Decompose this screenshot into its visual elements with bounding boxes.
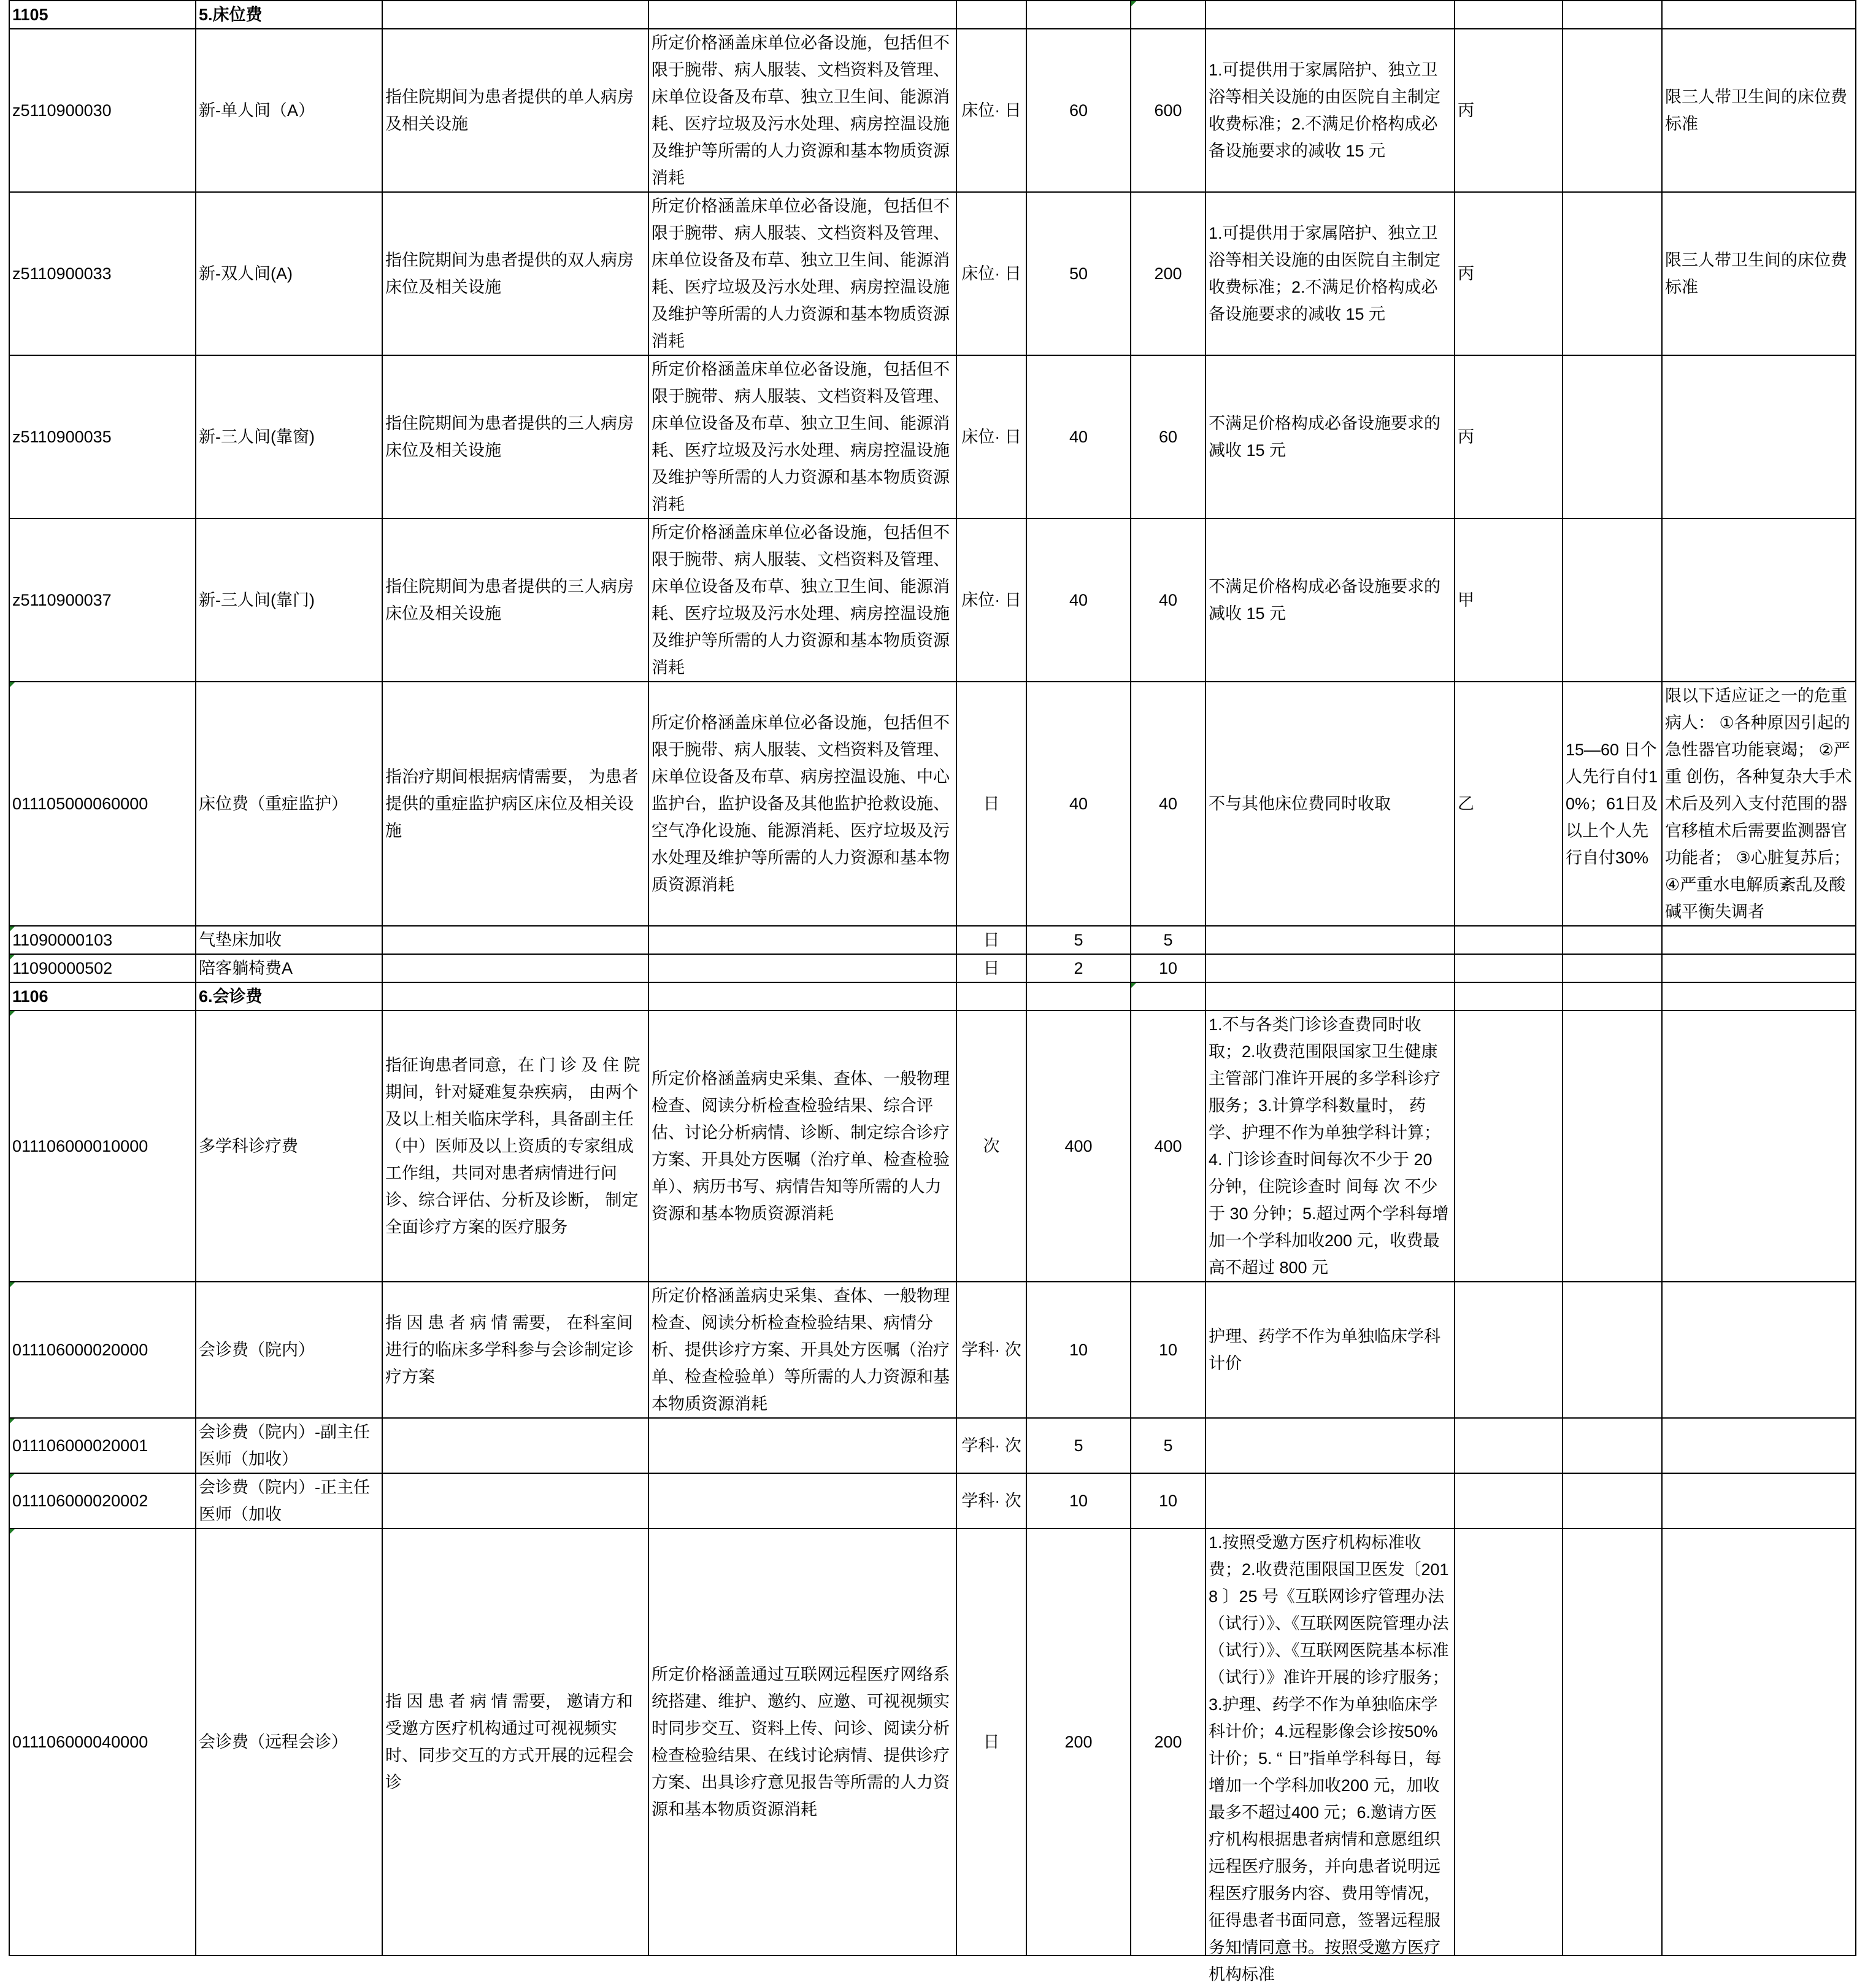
insurance-category-cell bbox=[1455, 1418, 1563, 1473]
section-name-cell: 6.会诊费 bbox=[196, 982, 382, 1011]
payment-ratio-cell bbox=[1563, 926, 1662, 954]
item-name-cell: 新-三人间(靠门) bbox=[196, 518, 382, 682]
description-cell bbox=[1206, 1418, 1455, 1473]
empty-cell bbox=[956, 1, 1026, 29]
empty-cell bbox=[1662, 982, 1856, 1011]
insurance-category-cell bbox=[1455, 926, 1563, 954]
empty-cell bbox=[1131, 1, 1206, 29]
item-connotation-cell: 指住院期间为患者提供的三人病房床位及相关设施 bbox=[382, 355, 648, 518]
price-content-cell: 所定价格涵盖通过互联网远程医疗网络系统搭建、维护、邀约、应邀、可视视频实时同步交互、资料上传、问诊、阅读分析检查检验结果、在线讨论病情、提供诊疗方案、出具诊疗意见报告等所需的人力资源和基本物质资源消耗 bbox=[648, 1528, 956, 1955]
price-content-cell bbox=[648, 954, 956, 982]
description-cell bbox=[1206, 926, 1455, 954]
empty-cell bbox=[1131, 982, 1206, 1011]
description-cell bbox=[1206, 1473, 1455, 1528]
unit-cell: 床位· 日 bbox=[956, 29, 1026, 192]
table-body bbox=[9, 1, 1856, 1984]
section-header-row bbox=[9, 1, 1856, 29]
price-cell: 5 bbox=[1026, 1418, 1131, 1473]
description-cell: 1.可提供用于家属陪护、独立卫浴等相关设施的由医院自主制定收费标准；2.不满足价格构成必备设施要求的减收 15 元 bbox=[1206, 192, 1455, 355]
insurance-category-cell: 丙 bbox=[1455, 192, 1563, 355]
empty-cell bbox=[1206, 1, 1455, 29]
description-cell bbox=[1206, 1528, 1455, 1984]
insurance-category-cell bbox=[1455, 1282, 1563, 1418]
description-cell: 1.可提供用于家属陪护、独立卫浴等相关设施的由医院自主制定收费标准；2.不满足价格构成必备设施要求的减收 15 元 bbox=[1206, 29, 1455, 192]
unit-cell: 床位· 日 bbox=[956, 518, 1026, 682]
item-code-cell: 11090000103 bbox=[9, 926, 196, 954]
unit-cell: 日 bbox=[956, 954, 1026, 982]
payment-ratio-cell bbox=[1563, 1528, 1662, 1955]
empty-cell bbox=[382, 982, 648, 1011]
price-cell: 5 bbox=[1026, 926, 1131, 954]
description-text: 1.按照受邀方医疗机构标准收费；2.收费范围限国卫医发〔2018 〕25 号《互联网诊疗管理办法（试行）》、《互联网医院管理办法（试行）》、《互联网医院基本标准（试行）》准许开展的诊疗服务；3.护理、药学不作为单独临床学科计价；4.远程影像会诊按50%计价；5. “ 日”指单学科每日，每增加一个学科加收200 元，加收最多不超过400 元；6.邀请方医疗机构根据患者病情和意愿组织远程医疗服务，并向患者说明远程医疗服务内容、费用等情况，征得患者书面同意，签署远程服务知情同意书。按照受邀方医疗机构标准 bbox=[1209, 1533, 1449, 1984]
empty-cell bbox=[648, 1, 956, 29]
table-row bbox=[9, 1528, 1856, 1955]
remark-cell bbox=[1662, 355, 1856, 518]
table-row bbox=[9, 1011, 1856, 1282]
item-code-cell: 011106000020002 bbox=[9, 1473, 196, 1528]
description-cell: 不满足价格构成必备设施要求的减收 15 元 bbox=[1206, 518, 1455, 682]
empty-cell bbox=[382, 1, 648, 29]
item-connotation-cell bbox=[382, 954, 648, 982]
unit-cell: 床位· 日 bbox=[956, 355, 1026, 518]
empty-cell bbox=[1455, 1, 1563, 29]
item-code-cell: 011106000040000 bbox=[9, 1528, 196, 1955]
item-name-cell: 陪客躺椅费A bbox=[196, 954, 382, 982]
section-header-row bbox=[9, 982, 1856, 1011]
item-connotation-cell: 指治疗期间根据病情需要， 为患者提供的重症监护病区床位及相关设施 bbox=[382, 682, 648, 926]
empty-cell bbox=[1026, 982, 1131, 1011]
insurance-category-cell bbox=[1455, 1011, 1563, 1282]
table-row bbox=[9, 29, 1856, 192]
payment-ratio-cell bbox=[1563, 518, 1662, 682]
price-cell: 200 bbox=[1026, 1528, 1131, 1955]
payment-ratio-cell bbox=[1563, 355, 1662, 518]
empty-cell bbox=[956, 982, 1026, 1011]
price-cell: 10 bbox=[1026, 1282, 1131, 1418]
table-row bbox=[9, 1282, 1856, 1418]
item-name-cell: 新-三人间(靠窗) bbox=[196, 355, 382, 518]
price-content-cell: 所定价格涵盖床单位必备设施，包括但不限于腕带、病人服装、文档资料及管理、床单位设备及布草、独立卫生间、能源消耗、医疗垃圾及污水处理、病房控温设施及维护等所需的人力资源和基本物质资源消耗 bbox=[648, 192, 956, 355]
item-name-cell: 床位费（重症监护） bbox=[196, 682, 382, 926]
table-row bbox=[9, 355, 1856, 518]
empty-cell bbox=[1206, 982, 1455, 1011]
price-cell: 40 bbox=[1026, 518, 1131, 682]
table-row bbox=[9, 682, 1856, 926]
section-code-cell: 1106 bbox=[9, 982, 196, 1011]
payment-ratio-cell bbox=[1563, 1418, 1662, 1473]
item-connotation-cell: 指 因 患 者 病 情 需要， 邀请方和受邀方医疗机构通过可视视频实时、同步交互的方式开展的远程会诊 bbox=[382, 1528, 648, 1955]
item-code-cell: 011106000010000 bbox=[9, 1011, 196, 1282]
description-cell bbox=[1206, 954, 1455, 982]
payment-ratio-cell bbox=[1563, 192, 1662, 355]
price-cell: 400 bbox=[1026, 1011, 1131, 1282]
insurance-category-cell: 丙 bbox=[1455, 29, 1563, 192]
description-cell: 1.不与各类门诊诊查费同时收取；2.收费范围限国家卫生健康主管部门准许开展的多学科诊疗服务；3.计算学科数量时， 药学、护理不作为单独学科计算；4. 门诊诊查时间每次不少于 20 分钟，住院诊查时 间每 次 不少 于 30 分钟；5.超过两个学科每增加一个学科加收200 元，收费最高不超过 800 元 bbox=[1206, 1011, 1455, 1282]
remark-cell bbox=[1662, 1418, 1856, 1473]
item-connotation-cell bbox=[382, 1418, 648, 1473]
unit-cell: 学科· 次 bbox=[956, 1473, 1026, 1528]
price-content-cell: 所定价格涵盖病史采集、查体、一般物理检查、阅读分析检查检验结果、综合评估、讨论分析病情、诊断、制定综合诊疗方案、开具处方医嘱（治疗单、检查检验单）、病历书写、病情告知等所需的人力资源和基本物质资源消耗 bbox=[648, 1011, 956, 1282]
insurance-category-cell bbox=[1455, 954, 1563, 982]
remark-cell bbox=[1662, 1473, 1856, 1528]
item-code-cell: z5110900030 bbox=[9, 29, 196, 192]
insurance-category-cell bbox=[1455, 1473, 1563, 1528]
price-content-cell: 所定价格涵盖病史采集、查体、一般物理检查、阅读分析检查检验结果、病情分析、提供诊疗方案、开具处方医嘱（治疗单、检查检验单）等所需的人力资源和基本物质资源消耗 bbox=[648, 1282, 956, 1418]
item-name-cell: 新-单人间（A） bbox=[196, 29, 382, 192]
remark-cell bbox=[1662, 1282, 1856, 1418]
item-code-cell: 011106000020000 bbox=[9, 1282, 196, 1418]
empty-cell bbox=[1563, 982, 1662, 1011]
description-cell: 不满足价格构成必备设施要求的减收 15 元 bbox=[1206, 355, 1455, 518]
price-content-cell: 所定价格涵盖床单位必备设施，包括但不限于腕带、病人服装、文档资料及管理、床单位设备及布草、病房控温设施、中心监护台，监护设备及其他监护抢救设施、空气净化设施、能源消耗、医疗垃圾及污水处理及维护等所需的人力资源和基本物质资源消耗 bbox=[648, 682, 956, 926]
item-connotation-cell: 指住院期间为患者提供的三人病房床位及相关设施 bbox=[382, 518, 648, 682]
item-connotation-cell bbox=[382, 1473, 648, 1528]
item-name-cell: 会诊费（院内）-正主任医师（加收 bbox=[196, 1473, 382, 1528]
price-table bbox=[9, 0, 1856, 1984]
item-name-cell: 新-双人间(A) bbox=[196, 192, 382, 355]
payment-ratio-cell bbox=[1563, 29, 1662, 192]
price-content-cell: 所定价格涵盖床单位必备设施，包括但不限于腕带、病人服装、文档资料及管理、床单位设备及布草、独立卫生间、能源消耗、医疗垃圾及污水处理、病房控温设施及维护等所需的人力资源和基本物质资源消耗 bbox=[648, 518, 956, 682]
max-price-cell: 10 bbox=[1131, 1473, 1206, 1528]
max-price-cell: 60 bbox=[1131, 355, 1206, 518]
max-price-cell: 40 bbox=[1131, 682, 1206, 926]
empty-cell bbox=[1662, 1, 1856, 29]
remark-cell: 限三人带卫生间的床位费标准 bbox=[1662, 29, 1856, 192]
item-connotation-cell: 指住院期间为患者提供的单人病房及相关设施 bbox=[382, 29, 648, 192]
unit-cell: 次 bbox=[956, 1011, 1026, 1282]
unit-cell: 日 bbox=[956, 682, 1026, 926]
insurance-category-cell bbox=[1455, 1528, 1563, 1955]
max-price-cell: 200 bbox=[1131, 1528, 1206, 1955]
price-cell: 60 bbox=[1026, 29, 1131, 192]
item-connotation-cell: 指住院期间为患者提供的双人病房床位及相关设施 bbox=[382, 192, 648, 355]
table-row bbox=[9, 1473, 1856, 1528]
unit-cell: 床位· 日 bbox=[956, 192, 1026, 355]
max-price-cell: 600 bbox=[1131, 29, 1206, 192]
remark-cell: 限三人带卫生间的床位费标准 bbox=[1662, 192, 1856, 355]
unit-cell: 学科· 次 bbox=[956, 1282, 1026, 1418]
remark-cell bbox=[1662, 1011, 1856, 1282]
item-code-cell: z5110900037 bbox=[9, 518, 196, 682]
payment-ratio-cell bbox=[1563, 954, 1662, 982]
remark-cell: 限以下适应证之一的危重病人： ①各种原因引起的急性器官功能衰竭； ②严重 创伤，各种复杂大手术术后及列入支付范围的器官移植术后需要监测器官功能者； ③心脏复苏后； ④严重水电解质紊乱及酸碱平衡失调者 bbox=[1662, 682, 1856, 926]
empty-cell bbox=[1563, 1, 1662, 29]
payment-ratio-cell bbox=[1563, 1011, 1662, 1282]
max-price-cell: 40 bbox=[1131, 518, 1206, 682]
price-content-cell bbox=[648, 1418, 956, 1473]
table-row bbox=[9, 926, 1856, 954]
item-name-cell: 会诊费（院内） bbox=[196, 1282, 382, 1418]
item-code-cell: z5110900035 bbox=[9, 355, 196, 518]
table-row bbox=[9, 954, 1856, 982]
payment-ratio-cell bbox=[1563, 1473, 1662, 1528]
price-cell: 10 bbox=[1026, 1473, 1131, 1528]
description-cell: 不与其他床位费同时收取 bbox=[1206, 682, 1455, 926]
price-content-cell: 所定价格涵盖床单位必备设施，包括但不限于腕带、病人服装、文档资料及管理、床单位设备及布草、独立卫生间、能源消耗、医疗垃圾及污水处理、病房控温设施及维护等所需的人力资源和基本物质资源消耗 bbox=[648, 355, 956, 518]
remark-cell bbox=[1662, 518, 1856, 682]
description-cell: 护理、药学不作为单独临床学科计价 bbox=[1206, 1282, 1455, 1418]
item-code-cell: 011106000020001 bbox=[9, 1418, 196, 1473]
price-cell: 2 bbox=[1026, 954, 1131, 982]
remark-cell bbox=[1662, 1528, 1856, 1955]
insurance-category-cell: 乙 bbox=[1455, 682, 1563, 926]
price-content-cell bbox=[648, 1473, 956, 1528]
unit-cell: 日 bbox=[956, 1528, 1026, 1955]
unit-cell: 学科· 次 bbox=[956, 1418, 1026, 1473]
max-price-cell: 200 bbox=[1131, 192, 1206, 355]
item-code-cell: z5110900033 bbox=[9, 192, 196, 355]
max-price-cell: 10 bbox=[1131, 1282, 1206, 1418]
table-row bbox=[9, 192, 1856, 355]
price-cell: 40 bbox=[1026, 682, 1131, 926]
payment-ratio-cell: 15—60 日个人先行自付10%；61日及以上个人先行自付30% bbox=[1563, 682, 1662, 926]
unit-cell: 日 bbox=[956, 926, 1026, 954]
empty-cell bbox=[1455, 982, 1563, 1011]
item-name-cell: 会诊费（院内）-副主任医师（加收） bbox=[196, 1418, 382, 1473]
empty-cell bbox=[1026, 1, 1131, 29]
item-code-cell: 11090000502 bbox=[9, 954, 196, 982]
item-name-cell: 多学科诊疗费 bbox=[196, 1011, 382, 1282]
table-row bbox=[9, 1418, 1856, 1473]
empty-cell bbox=[648, 982, 956, 1011]
price-cell: 40 bbox=[1026, 355, 1131, 518]
section-code-cell: 1105 bbox=[9, 1, 196, 29]
insurance-category-cell: 甲 bbox=[1455, 518, 1563, 682]
item-connotation-cell: 指 因 患 者 病 情 需要， 在科室间进行的临床多学科参与会诊制定诊疗方案 bbox=[382, 1282, 648, 1418]
max-price-cell: 10 bbox=[1131, 954, 1206, 982]
item-name-cell: 气垫床加收 bbox=[196, 926, 382, 954]
section-name-cell: 5.床位费 bbox=[196, 1, 382, 29]
price-content-cell: 所定价格涵盖床单位必备设施，包括但不限于腕带、病人服装、文档资料及管理、床单位设备及布草、独立卫生间、能源消耗、医疗垃圾及污水处理、病房控温设施及维护等所需的人力资源和基本物质资源消耗 bbox=[648, 29, 956, 192]
remark-cell bbox=[1662, 954, 1856, 982]
item-connotation-cell bbox=[382, 926, 648, 954]
max-price-cell: 5 bbox=[1131, 926, 1206, 954]
payment-ratio-cell bbox=[1563, 1282, 1662, 1418]
item-code-cell: 011105000060000 bbox=[9, 682, 196, 926]
item-name-cell: 会诊费（远程会诊） bbox=[196, 1528, 382, 1955]
table-row bbox=[9, 518, 1856, 682]
remark-cell bbox=[1662, 926, 1856, 954]
price-content-cell bbox=[648, 926, 956, 954]
item-connotation-cell: 指征询患者同意，在 门 诊 及 住 院期间，针对疑难复杂疾病， 由两个及以上相关临床学科，具备副主任（中）医师及以上资质的专家组成工作组，共同对患者病情进行问诊、综合评估、分析及诊断， 制定全面诊疗方案的医疗服务 bbox=[382, 1011, 648, 1282]
max-price-cell: 5 bbox=[1131, 1418, 1206, 1473]
price-cell: 50 bbox=[1026, 192, 1131, 355]
insurance-category-cell: 丙 bbox=[1455, 355, 1563, 518]
max-price-cell: 400 bbox=[1131, 1011, 1206, 1282]
